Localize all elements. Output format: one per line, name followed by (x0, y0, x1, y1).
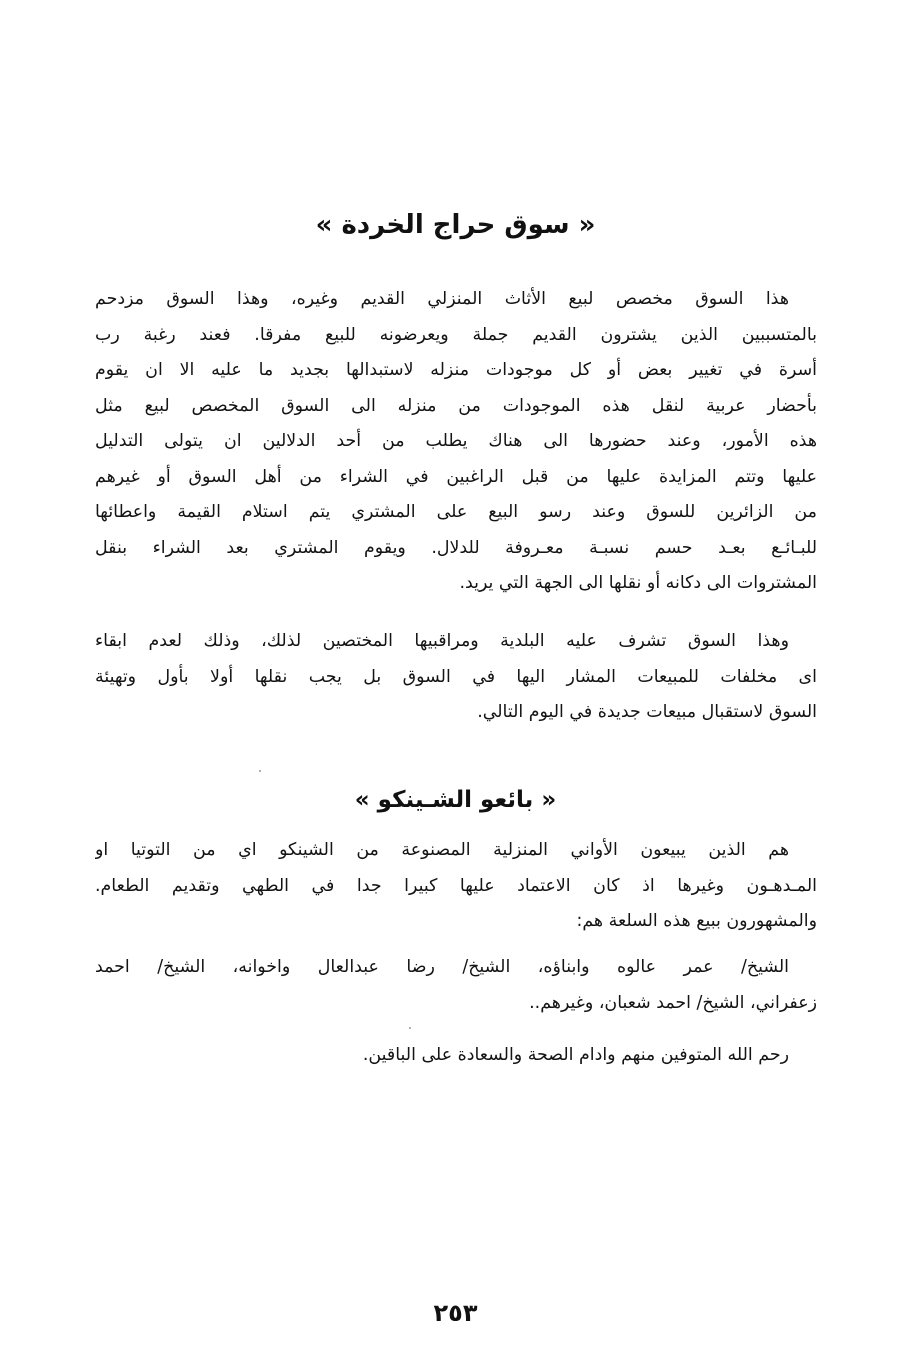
text-line: المشتروات الى دكانه أو نقلها الى الجهة التي يريد. (459, 573, 817, 593)
text-line: عليها وتتم المزايدة عليها من قبل الراغبين في الشراء من أهل السوق أو غيرهم (95, 466, 817, 487)
text-line: والمشهورون ببيع هذه السلعة هم: (576, 911, 817, 931)
text-line: هذا السوق مخصص لبيع الأثاث المنزلي القديم وغيره، وهذا السوق مزدحم (95, 289, 789, 309)
section-1-paragraph-2 (95, 624, 817, 731)
text-line: وهذا السوق تشرف عليه البلدية ومراقبيها المختصين لذلك، وذلك لعدم ابقاء (95, 631, 789, 651)
section-1-paragraph-1 (95, 282, 817, 602)
text-line: اى مخلفات للمبيعات المشار اليها في السوق بل يجب نقلها أولا بأول وتهيئة (95, 666, 817, 687)
section-2-paragraph-3 (95, 1038, 817, 1074)
scan-speck (409, 1027, 411, 1029)
section-title-shinko-sellers: « بائعو الشـينكو » (354, 787, 557, 813)
text-line: هذه الأمور، وعند حضورها الى هناك يطلب من أحد الدلالين ان يتولى التدليل (95, 431, 817, 451)
section-title-junk-market: « سوق حراج الخردة » (315, 210, 596, 240)
text-line: السوق لاستقبال مبيعات جديدة في اليوم التالي. (477, 702, 817, 722)
text-line: من الزائرين للسوق وعند رسو البيع على المشتري يتم استلام القيمة واعطائها (95, 502, 817, 522)
section-2-paragraph-1 (95, 833, 817, 940)
text-line: زعفراني، الشيخ/ احمد شعبان، وغيرهم.. (529, 992, 817, 1013)
text-line: الشيخ/ عمر عالوه وابناؤه، الشيخ/ رضا عبدالعال واخوانه، الشيخ/ احمد (95, 957, 789, 977)
section-2-paragraph-2 (95, 950, 817, 1021)
text-line: أسرة في تغيير بعض أو كل موجودات منزله لاستبدالها بجديد ما عليه الا ان يقوم (95, 360, 817, 380)
text-line: بالمتسببين الذين يشترون القديم جملة ويعرضونه للبيع مفرقا. فعند رغبة رب (95, 324, 817, 345)
text-line: رحم الله المتوفين منهم وادام الصحة والسعادة على الباقين. (362, 1045, 789, 1065)
text-line: للبـائـع بعـد حسم نسبـة معـروفة للدلال. ويقوم المشتري بعد الشراء بنقل (95, 537, 817, 558)
text-line: هم الذين يبيعون الأواني المنزلية المصنوعة من الشينكو اي من التوتيا او (95, 840, 789, 860)
text-line: المـدهـون وغيرها اذ كان الاعتماد عليها كبيرا جدا في الطهي وتقديم الطعام. (95, 875, 817, 896)
text-line: بأحضار عربية لنقل هذه الموجودات من منزله الى السوق المخصص لبيع مثل (95, 395, 817, 416)
page-number: ٢٥٣ (433, 1299, 478, 1327)
scan-speck (259, 770, 261, 772)
